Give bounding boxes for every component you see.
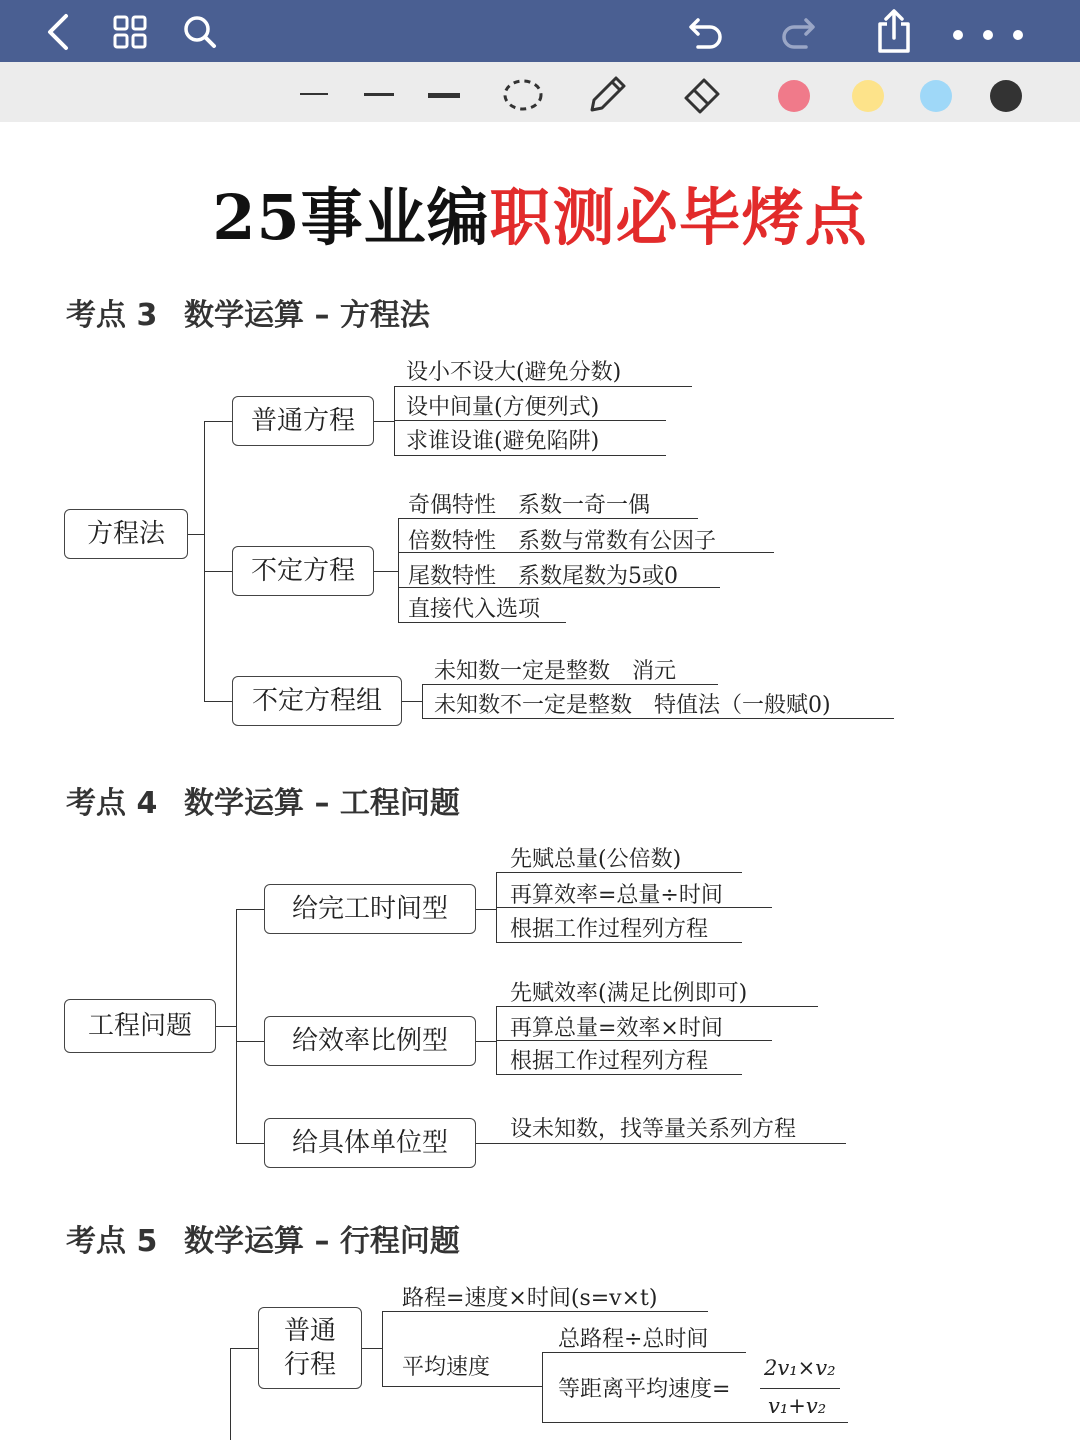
connector (476, 1143, 496, 1144)
leaf-underline (394, 455, 666, 456)
redo-icon[interactable] (778, 12, 818, 52)
leaf-item: 求谁设谁(避免陷阱) (406, 429, 600, 454)
leaf-underline (398, 552, 774, 553)
leaf-underline (398, 587, 720, 588)
color-swatch-yellow[interactable] (852, 80, 884, 112)
leaf-underline (542, 1422, 848, 1423)
branch-label-line: 普通 (283, 1316, 336, 1346)
connector (382, 1311, 383, 1387)
connector (422, 684, 423, 718)
connector (476, 1041, 496, 1042)
search-icon[interactable] (182, 14, 218, 50)
leaf-item: 未知数不一定是整数 特值法（一般赋0) (434, 693, 831, 718)
leaf-underline (496, 907, 772, 908)
leaf-item: 设未知数，找等量关系列方程 (510, 1117, 797, 1142)
leaf-item: 等距离平均速度= (558, 1377, 731, 1402)
section-name: 数学运算 – 工程问题 (184, 786, 460, 821)
section-heading (66, 290, 430, 334)
section-name: 数学运算 – 行程问题 (184, 1224, 460, 1259)
section-name: 数学运算 – 方程法 (184, 298, 430, 333)
leaf-underline (542, 1352, 746, 1353)
leaf-underline (496, 1006, 818, 1007)
mindmap-branch: 给效率比例型 (264, 1016, 476, 1066)
pen-thick-icon[interactable] (428, 93, 460, 98)
section-number: 考点 4 (66, 786, 158, 821)
document-title (0, 168, 1080, 257)
connector (188, 534, 204, 535)
leaf-item: 根据工作过程列方程 (510, 917, 709, 942)
leaf-item: 设中间量(方便列式) (406, 395, 600, 420)
connector (230, 1348, 231, 1440)
pen-medium-icon[interactable] (364, 93, 394, 96)
undo-icon[interactable] (686, 12, 726, 52)
mindmap-branch (258, 1307, 362, 1389)
connector (204, 571, 232, 572)
mindmap-branch: 不定方程组 (232, 676, 402, 726)
section-heading (66, 778, 460, 822)
color-swatch-pink[interactable] (778, 80, 810, 112)
mindmap-branch: 不定方程 (232, 546, 374, 596)
leaf-item: 倍数特性 系数与常数有公因子 (408, 529, 717, 554)
connector (236, 1143, 264, 1144)
connector (362, 1348, 382, 1349)
share-icon[interactable] (874, 8, 914, 54)
pencil-icon[interactable] (586, 72, 630, 116)
leaf-item: 直接代入选项 (408, 597, 541, 622)
mindmap-branch: 给完工时间型 (264, 884, 476, 934)
leaf-item: 总路程÷总时间 (558, 1327, 709, 1352)
connector (216, 1026, 236, 1027)
branch-label-line: 行程 (283, 1350, 336, 1380)
leaf-underline (394, 386, 692, 387)
connector (394, 386, 395, 456)
connector (542, 1352, 543, 1422)
leaf-underline (398, 518, 698, 519)
leaf-item: 奇偶特性 系数一奇一偶 (408, 493, 651, 518)
connector (476, 909, 496, 910)
leaf-item: 根据工作过程列方程 (510, 1049, 709, 1074)
leaf-underline (422, 718, 894, 719)
section-number: 考点 3 (66, 298, 158, 333)
connector (236, 909, 237, 1143)
connector (204, 701, 232, 702)
mindmap-root: 方程法 (64, 509, 188, 559)
title-black-part: 25事业编 (212, 181, 490, 254)
leaf-item: 平均速度 (402, 1355, 491, 1380)
leaf-underline (382, 1311, 708, 1312)
leaf-item: 路程=速度×时间(s=v×t) (402, 1286, 658, 1311)
more-icon[interactable] (950, 28, 1026, 42)
connector (374, 571, 398, 572)
leaf-item: 再算总量=效率×时间 (510, 1016, 723, 1041)
connector (230, 1348, 258, 1349)
title-red-part: 职测必毕烤点 (489, 181, 868, 254)
connector (204, 421, 205, 701)
back-icon[interactable] (42, 12, 78, 52)
leaf-item: 尾数特性 系数尾数为5或0 (408, 564, 678, 589)
connector (204, 421, 232, 422)
fraction-numerator: 2v₁×v₂ (764, 1356, 836, 1380)
leaf-item: 设小不设大(避免分数) (406, 360, 622, 385)
connector (236, 909, 264, 910)
connector (236, 1041, 264, 1042)
leaf-underline (398, 622, 566, 623)
mindmap-root: 工程问题 (64, 999, 216, 1053)
leaf-item: 先赋总量(公倍数) (510, 847, 682, 872)
leaf-item: 未知数一定是整数 消元 (434, 659, 677, 684)
leaf-item: 再算效率=总量÷时间 (510, 883, 723, 908)
fraction-denominator: v₁+v₂ (768, 1394, 827, 1418)
top-app-bar (0, 0, 1080, 62)
color-swatch-blue[interactable] (920, 80, 952, 112)
leaf-underline (422, 684, 718, 685)
section-heading (66, 1216, 460, 1260)
fraction-bar (760, 1388, 840, 1389)
leaf-underline (496, 1074, 742, 1075)
leaf-underline (496, 942, 742, 943)
leaf-underline (496, 1040, 772, 1041)
mindmap-branch: 普通方程 (232, 396, 374, 446)
leaf-item: 先赋效率(满足比例即可) (510, 981, 748, 1006)
mindmap-branch: 给具体单位型 (264, 1118, 476, 1168)
grid-icon[interactable] (112, 14, 148, 50)
pen-thin-icon[interactable] (300, 93, 328, 95)
connector (398, 518, 399, 622)
leaf-underline (382, 1386, 542, 1387)
lasso-icon[interactable] (502, 76, 544, 114)
color-swatch-black[interactable] (990, 80, 1022, 112)
leaf-underline (496, 872, 742, 873)
connector (374, 421, 394, 422)
connector (402, 701, 422, 702)
leaf-underline (394, 420, 666, 421)
section-number: 考点 5 (66, 1224, 158, 1259)
leaf-underline (496, 1143, 846, 1144)
eraser-icon[interactable] (680, 72, 724, 116)
